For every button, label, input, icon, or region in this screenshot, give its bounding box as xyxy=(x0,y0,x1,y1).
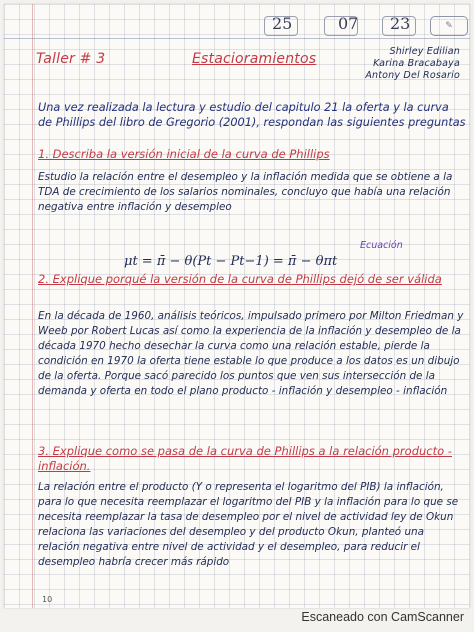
student-name: Karina Bracabaya xyxy=(373,58,460,69)
question-2-answer: En la década de 1960, análisis teóricos, impulsado primero por Milton Friedman y Weeb por Robert Lucas así como la experiencia de la inflación y desempleo de la década 1970 hecho desechar la curva como una relación estable, pierde la condición en 1970 la oferta tiene estable lo que produce a los datos es un dibujo de la oferta. Porque sacó parecido los puntos que ven sus intersección de la demanda y oferta en todo el plano producto - inflación y desempleo - inflación xyxy=(38,310,464,397)
page-number: 10 xyxy=(42,595,53,604)
page-title: Taller # 3 xyxy=(36,51,106,67)
intro-text: Una vez realizada la lectura y estudio del capitulo 21 la oferta y la curva de Phillips del libro de Gregorio (2001), respondan las siguientes preguntas xyxy=(38,101,466,129)
notebook-brand-stamp: ✎ xyxy=(430,16,468,36)
question-2-heading: 2. Explique porqué la versión de la curva de Phillips dejó de ser válida xyxy=(38,272,442,286)
date-day: 25 xyxy=(272,14,293,33)
scanner-watermark: Escaneado con CamScanner xyxy=(301,610,464,624)
question-1-answer: Estudio la relación entre el desempleo y la inflación medida que se obtiene a la TDA de crecimiento de los salarios nominales, concluyo que había una relación negativa entre inflación y desempleo xyxy=(38,171,453,213)
subject-label: Estacioramientos xyxy=(192,51,317,67)
question-3-answer: La relación entre el producto (Y o representa el logaritmo del PIB) la inflación, para lo que necesita reemplazar el logaritmo del PIB y la inflación para lo que se necesita reemplazar la tasa de desempleo por el nivel de actividad ley de Okun relaciona las variaciones del desempleo y del producto Okun, planteó una relación negativa entre nivel de actividad y el desempleo, para reducir el desempleo habría crecer más rápido xyxy=(38,481,459,568)
question-1-heading: 1. Describa la versión inicial de la curva de Phillips xyxy=(38,147,330,161)
date-month: 07 xyxy=(338,14,359,33)
notebook-page xyxy=(4,4,470,608)
header-line xyxy=(4,38,470,39)
margin-line xyxy=(32,4,33,608)
student-names xyxy=(365,46,460,82)
student-name: Shirley Edilian xyxy=(389,46,460,57)
student-name: Antony Del Rosario xyxy=(365,70,460,81)
equation-annotation: Ecuación xyxy=(360,240,403,251)
phillips-formula: μt = π̄ − θ(Pt − Pt−1) = π̄ − θπt xyxy=(124,254,338,269)
date-year: 23 xyxy=(390,14,411,33)
question-3-heading: 3. Explique como se pasa de la curva de Phillips a la relación producto - inflación. xyxy=(38,444,452,473)
